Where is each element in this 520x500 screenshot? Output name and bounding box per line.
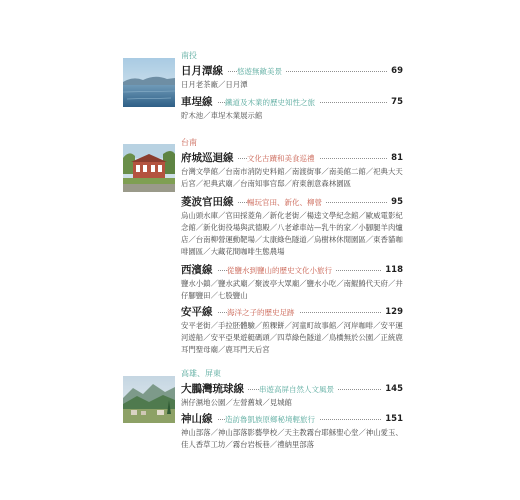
page-number: 95 [388, 195, 403, 209]
toc-entry[interactable] [181, 95, 403, 122]
page-number: 69 [388, 64, 403, 78]
entry-subtitle: 悠遊無敵美景 [237, 65, 286, 78]
entry-items: 神山部落／神山部落影藝學校／天主教霧台耶穌聖心堂／神山愛玉、佳人香草工坊／霧台岩板巷／禮納里部落 [181, 428, 403, 449]
entry-title: 神山線 [181, 412, 217, 426]
entry-title: 大鵬灣琉球線 [181, 382, 248, 396]
page-number: 118 [382, 263, 403, 277]
toc-entry[interactable] [181, 382, 403, 409]
entry-title: 西濱線 [181, 263, 217, 277]
entry-items: 日月老茶廠／日月潭 [181, 80, 248, 89]
toc-entry[interactable] [181, 305, 403, 356]
entry-items: 台灣文學館／台南市消防史料館／南渡街事／南美館二館／祀典大天后宮／祀典武廟／台南知事官邸／府東創意森林園區 [181, 167, 403, 188]
entry-items: 貯木池／車埕木業展示館 [181, 111, 263, 120]
red-brick-building-photo [123, 144, 175, 192]
lake-landscape-photo [123, 58, 175, 107]
page-number: 75 [388, 95, 403, 109]
entry-subtitle: 暢玩官田、新化、柳營 [247, 196, 326, 209]
entry-items: 烏山頭水庫／官田採菱角／新化老街／楊逵文學紀念館／歐威電影紀念館／新化街役場與武德殿／八老爺車站—乳牛的家／小腳腿羊肉爐店／台南柳營運動靶場／太康綠色隧道／烏樹林休閒園區／東香貓咖啡園區／大藏花間咖啡生態農場 [181, 211, 403, 256]
entry-subtitle: 文化古蹟和美食巡禮 [247, 152, 319, 165]
page-number: 129 [382, 305, 403, 319]
toc-entry[interactable] [181, 263, 403, 302]
entry-title: 府城巡迴線 [181, 151, 238, 165]
mountain-village-photo [123, 376, 175, 423]
entry-subtitle: 鐵道及木業的歷史知性之旅 [225, 96, 319, 109]
entry-subtitle: 海洋之子的歷史足跡 [227, 306, 299, 319]
toc-entry[interactable] [181, 412, 403, 451]
entry-subtitle: 從鹽水到鹽山的歷史文化小旅行 [227, 264, 336, 277]
region-label: 高雄、屏東 [181, 369, 221, 378]
page-number: 145 [382, 382, 403, 396]
toc-entry[interactable] [181, 195, 403, 258]
entry-items: 安平老街／手拉胚體驗／煎粿餅／河童町故事館／河岸咖啡／安平運河遊船／安平亞果遊艇碼頭／四草綠色隧道／鳥橋無於公園／正統鹿耳門聖母廟／鹿耳門天后宮 [181, 321, 403, 354]
entry-title: 日月潭線 [181, 64, 227, 78]
entry-subtitle: 造訪魯凱族原鄉秘境輕旅行 [225, 413, 319, 426]
page-number: 81 [388, 151, 403, 165]
entry-subtitle: 串遊高屏自然人文風景 [259, 383, 338, 396]
entry-title: 菱波官田線 [181, 195, 238, 209]
region-label: 南投 [181, 51, 197, 60]
toc-entry[interactable] [181, 64, 403, 91]
page-number: 151 [382, 412, 403, 426]
entry-title: 車埕線 [181, 95, 217, 109]
entry-title: 安平線 [181, 305, 217, 319]
entry-items: 洲仔濕地公園／左營舊城／見城館 [181, 398, 292, 407]
region-label: 台南 [181, 138, 197, 147]
toc-entry[interactable] [181, 151, 403, 190]
entry-items: 鹽水小鎮／鹽水武廟／聚波亭大眾廟／鹽水小吃／南鯤鯓代天府／井仔腳鹽田／七股鹽山 [181, 279, 403, 300]
